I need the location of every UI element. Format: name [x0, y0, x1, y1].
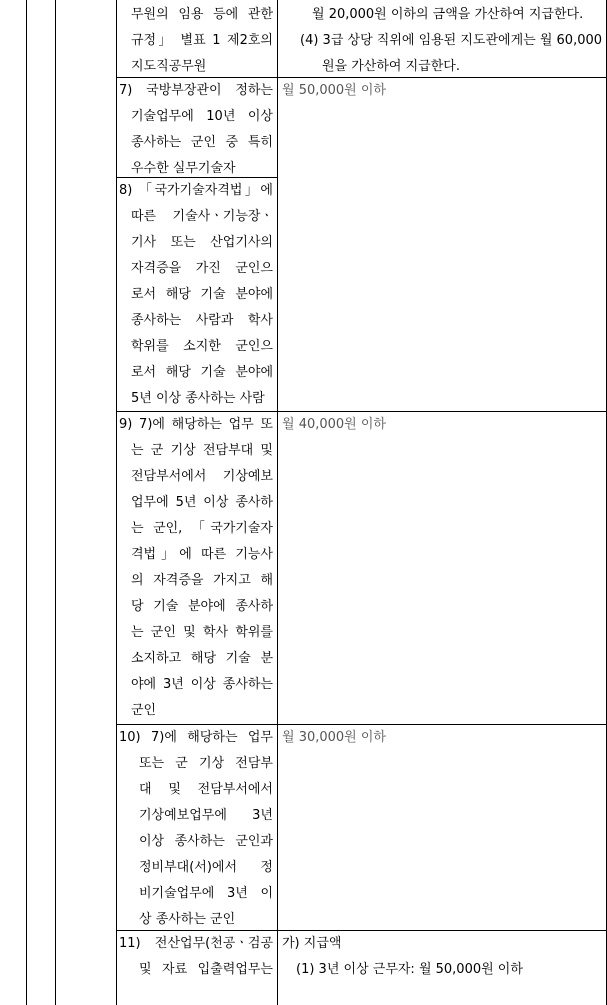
payment-cell-7: [278, 77, 606, 411]
qualification-cell-7: [117, 77, 277, 177]
cell-text-line: 로서 해당 기술 분야에: [131, 287, 273, 302]
cell-text-line: 이상 종사하는 군인과: [139, 834, 273, 849]
qualification-cell-11: [117, 930, 277, 1005]
cell-text-line: 는 군 기상 전담부대 및: [131, 443, 273, 458]
cell-text-line: (1) 3년 이상 근무자: 월 50,000원 이하: [296, 962, 523, 977]
cell-text-line: 격법」에 따른 기능사: [131, 547, 273, 562]
qualification-cell-8: [117, 177, 277, 411]
cell-text-line: 의 자격증을 가지고 해: [131, 573, 273, 588]
qualification-cell-9: [117, 411, 277, 724]
cell-text-line: 우수한 실무기술자: [131, 161, 236, 176]
cell-text-line: 따른 기술사ㆍ기능장ㆍ: [131, 209, 273, 224]
cell-text-line: 전담부서에서 기상예보: [131, 469, 273, 484]
cell-text-line: 지도직공무원: [131, 59, 207, 74]
cell-text-line: 기술업무에 10년 이상: [131, 109, 273, 124]
qualification-cell-10: [117, 724, 277, 930]
cell-text-line: 는 군인, 「국가기술자: [131, 521, 273, 536]
cell-text-line: 종사하는 군인 중 특히: [131, 135, 273, 150]
cell-text-line: 원을 가산하여 지급한다.: [322, 59, 460, 74]
cell-text-line: 야에 3년 이상 종사하는: [131, 677, 273, 692]
cell-text-line: 7) 국방부장관이 정하는: [119, 83, 273, 98]
cell-text-line: 상 종사하는 군인: [139, 912, 236, 927]
cell-text-line: 기사 또는 산업기사의: [131, 235, 273, 250]
column-rule: [55, 0, 56, 1005]
cell-text-line: 학위를 소지한 군인으: [131, 339, 273, 354]
cell-text-line: 10) 7)에 해당하는 업무: [119, 730, 273, 745]
cell-text-line: 는 군인 및 학사 학위를: [131, 625, 273, 640]
payment-cell: [278, 0, 606, 77]
cell-text-line: 비기술업무에 3년 이: [139, 886, 273, 901]
cell-text-line: 당 기술 분야에 종사하: [131, 599, 273, 614]
cell-text-line: 업무에 5년 이상 종사하: [131, 495, 273, 510]
cell-text-line: 11) 전산업무(천공ㆍ검공: [119, 936, 273, 951]
cell-text-line: 로서 해당 기술 분야에: [131, 365, 273, 380]
payment-cell-9: [278, 411, 606, 724]
cell-text-line: 월 30,000원 이하: [282, 730, 386, 745]
cell-text-line: 월 50,000원 이하: [282, 83, 386, 98]
cell-text-line: 8) 「국가기술자격법」에: [119, 183, 273, 198]
cell-text-line: 대 및 전담부서에서: [139, 782, 273, 797]
qualification-cell: [117, 0, 277, 77]
cell-text-line: 월 20,000원 이하의 금액을 가산하여 지급한다.: [312, 7, 584, 22]
payment-cell-10: [278, 724, 606, 930]
cell-text-line: 또는 군 기상 전담부: [139, 756, 273, 771]
cell-text-line: 5년 이상 종사하는 사람: [131, 391, 265, 406]
cell-text-line: 월 40,000원 이하: [282, 417, 386, 432]
cell-text-line: 및 자료 입출력업무는: [139, 962, 273, 977]
payment-cell-11: [278, 930, 606, 1005]
cell-text-line: 무원의 임용 등에 관한: [131, 7, 273, 22]
cell-text-line: 기상예보업무에 3년: [139, 808, 273, 823]
cell-text-line: 자격증을 가진 군인으: [131, 261, 273, 276]
column-rule: [26, 0, 27, 1005]
cell-text-line: 정비부대(서)에서 정: [139, 860, 273, 875]
cell-text-line: (4) 3급 상당 직위에 임용된 지도관에게는 월 60,000: [300, 33, 603, 48]
cell-text-line: 규정」 별표 1 제2호의: [131, 33, 273, 48]
cell-text-line: 가) 지급액: [282, 936, 342, 951]
cell-text-line: 9) 7)에 해당하는 업무 또: [119, 417, 273, 432]
cell-text-line: 소지하고 해당 기술 분: [131, 651, 273, 666]
cell-text-line: 군인: [131, 703, 157, 718]
cell-text-line: 종사하는 사람과 학사: [131, 313, 273, 328]
